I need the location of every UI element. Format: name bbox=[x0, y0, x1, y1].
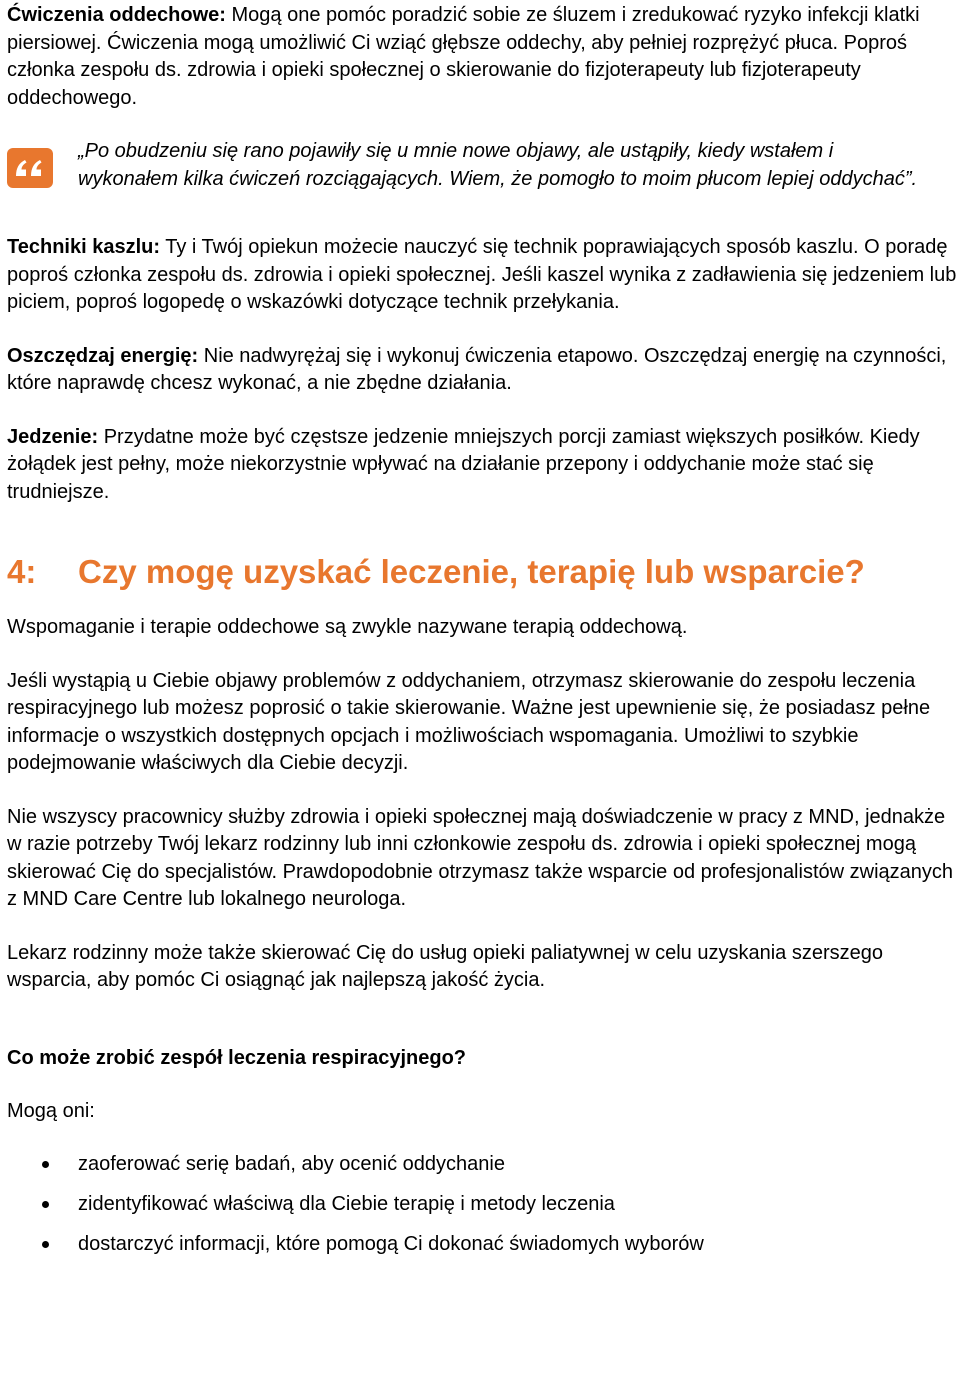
section-number: 4: bbox=[7, 553, 37, 590]
bullet-icon bbox=[42, 1241, 49, 1248]
text-eating: Przydatne może być częstsze jedzenie mniejszych porcji zamiast większych posiłków. Kiedy żołądek jest pełny, może niekorzystnie wpływać na działanie przepony i oddychanie może stać się trudniejsze. bbox=[7, 425, 920, 503]
label-breathing-exercises: Ćwiczenia oddechowe: bbox=[7, 4, 226, 26]
paragraph-save-energy bbox=[7, 343, 957, 398]
paragraph-cough-techniques bbox=[7, 234, 957, 317]
label-cough-techniques: Techniki kaszlu: bbox=[7, 236, 161, 258]
list-item bbox=[7, 1191, 957, 1218]
patient-quote: „Po obudzeniu się rano pojawiły się u mnie nowe objawy, ale ustąpiły, kiedy wstałem i wykonałem kilka ćwiczeń rozciągających. Wiem, że pomogło to moim płucom lepiej oddychać”. bbox=[78, 140, 918, 190]
text-cough-techniques: Ty i Twój opiekun możecie nauczyć się technik poprawiających sposób kaszlu. O poradę poproś członka zespołu ds. zdrowia i opieki społecznej. Jeśli kaszel wynika z zadławienia się jedzeniem lub piciem, poproś logopedę o wskazówki dotyczące technik przełykania. bbox=[7, 236, 957, 313]
list-item bbox=[7, 1151, 957, 1178]
label-save-energy: Oszczędzaj energię: bbox=[7, 344, 199, 367]
bullet-icon bbox=[42, 1201, 49, 1208]
paragraph-eating bbox=[7, 424, 957, 507]
text-save-energy: Nie nadwyrężaj się i wykonuj ćwiczenia etapowo. Oszczędzaj energię na czynności, które naprawdę chcesz wykonać, a nie zbędne działania. bbox=[7, 344, 947, 394]
paragraph-referral: Jeśli wystąpią u Ciebie objawy problemów z oddychaniem, otrzymasz skierowanie do zespołu leczenia respiracyjnego lub możesz poprosić o takie skierowanie. Ważne jest upewnienie się, że posiadasz pełne informacje o wszystkich dostępnych opcjach i możliwościach wspomagania. Umożliwi to szybkie podejmowanie właściwych dla Ciebie decyzji. bbox=[7, 669, 931, 774]
paragraph-health-workers: Nie wszyscy pracownicy służby zdrowia i opieki społecznej mają doświadczenie w pracy z MND, jednakże w razie potrzeby Twój lekarz rodzinny lub inni członkowie zespołu ds. zdrowia i opieki społecznej mogą skierować Cię do specjalistów. Prawdopodobnie otrzymasz także wsparcie od profesjonalistów związanych z MND Care Centre lub lokalnego neurologa. bbox=[7, 805, 954, 910]
list-item bbox=[7, 1231, 957, 1258]
bullet-list bbox=[7, 1151, 957, 1258]
paragraph-they-can: Mogą oni: bbox=[7, 1099, 95, 1122]
list-item-text: zidentyfikować właściwą dla Ciebie terapię i metody leczenia bbox=[78, 1193, 615, 1215]
quote-block bbox=[7, 138, 957, 234]
text-breathing-exercises: Mogą one pomóc poradzić sobie ze śluzem i zredukować ryzyko infekcji klatki piersiowej. Ćwiczenia mogą umożliwić Ci wziąć głębsze oddechy, aby pełniej rozprężyć płuca. Poproś członka zespołu ds. zdrowia i opieki społecznej o skierowanie do fizjoterapeuty lub fizjoterapeuty oddechowego. bbox=[7, 4, 920, 109]
paragraph-gp-palliative: Lekarz rodzinny może także skierować Cię do usług opieki paliatywnej w celu uzyskania szerszego wsparcia, aby pomóc Ci osiągnąć jak najlepszą jakość życia. bbox=[7, 941, 883, 991]
document-page bbox=[7, 0, 957, 1271]
paragraph-intro: Wspomaganie i terapie oddechowe są zwykle nazywane terapią oddechową. bbox=[7, 616, 688, 638]
section-title: Czy mogę uzyskać leczenie, terapię lub wsparcie? bbox=[78, 553, 865, 590]
subheading-respiratory-team: Co może zrobić zespół leczenia respiracyjnego? bbox=[7, 1046, 467, 1069]
list-item-text: zaoferować serię badań, aby ocenić oddychanie bbox=[78, 1153, 505, 1175]
quotation-mark-icon bbox=[7, 148, 53, 188]
label-eating: Jedzenie: bbox=[7, 425, 99, 448]
paragraph-breathing-exercises bbox=[7, 2, 957, 112]
bullet-icon bbox=[42, 1161, 49, 1168]
list-item-text: dostarczyć informacji, które pomogą Ci dokonać świadomych wyborów bbox=[78, 1233, 704, 1255]
section-heading bbox=[7, 552, 957, 592]
